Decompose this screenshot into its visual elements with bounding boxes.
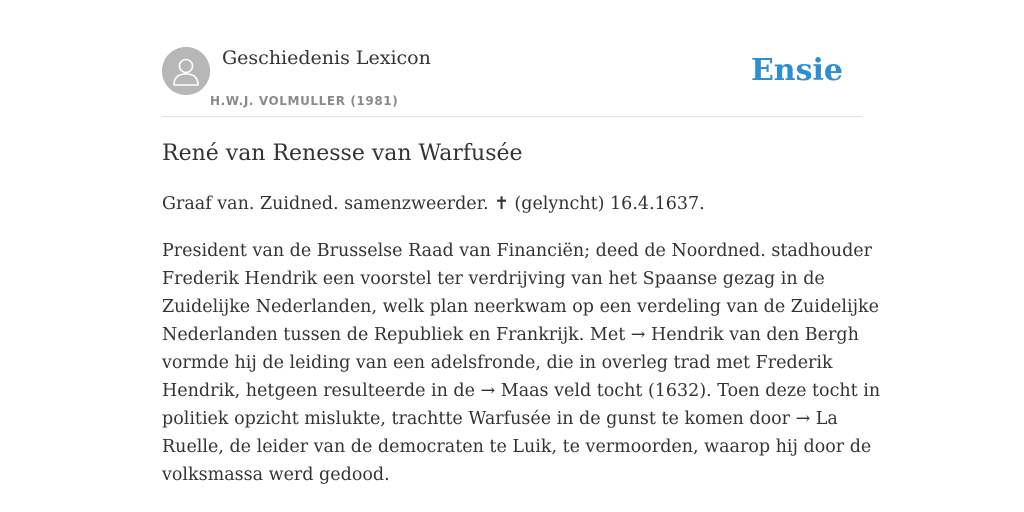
body-line: Zuidelijke Nederlanden, welk plan neerkwam op een verdeling van de Zuidelijke [162, 297, 879, 317]
body-text-segment: Hendrik, hetgeen resulteerde in de [162, 381, 481, 401]
link-la-ruelle-continued[interactable]: Ruelle [162, 437, 219, 457]
link-la-ruelle[interactable]: → La [795, 409, 838, 429]
body-line [162, 377, 881, 405]
person-icon [162, 47, 210, 95]
body-text-segment: Nederlanden tussen de Republiek en Frankrijk. Met [162, 325, 631, 345]
source-name[interactable]: Geschiedenis Lexicon [222, 47, 431, 69]
body-line [162, 433, 872, 461]
body-line: volksmassa werd gedood. [162, 465, 390, 485]
body-text-segment: , de leider van de democraten te Luik, te vermoorden, waarop hij door de [218, 437, 872, 457]
body-text-segment: (1632). Toen deze tocht in [642, 381, 881, 401]
body-line: vormde hij de leiding van een adelsfronde, die in overleg trad met Frederik [162, 353, 833, 373]
body-line: Frederik Hendrik een voorstel ter verdrijving van het Spaanse gezag in de [162, 269, 825, 289]
body-line [162, 405, 862, 433]
body-text-segment: politiek opzicht mislukte, trachtte Warfusée in de gunst te komen door [162, 409, 796, 429]
body-line [162, 321, 862, 349]
entry-title: René van Renesse van Warfusée [162, 141, 523, 166]
link-maas-veld-tocht[interactable]: → Maas veld tocht [480, 381, 643, 401]
entry-header [162, 46, 862, 117]
brand-logo[interactable]: Ensie [750, 53, 843, 88]
body-line: President van de Brusselse Raad van Financiën; deed de Noordned. stadhouder [162, 241, 873, 261]
entry-content [162, 138, 881, 489]
entry-summary: Graaf van. Zuidned. samenzweerder. ✝ (gelyncht) 16.4.1637. [162, 194, 705, 214]
source-author: H.W.J. VOLMULLER (1981) [210, 94, 399, 108]
link-hendrik-van-den-bergh[interactable]: → Hendrik van den Bergh [630, 325, 859, 345]
entry-body [162, 237, 881, 489]
person-icon-graphic [162, 47, 210, 95]
